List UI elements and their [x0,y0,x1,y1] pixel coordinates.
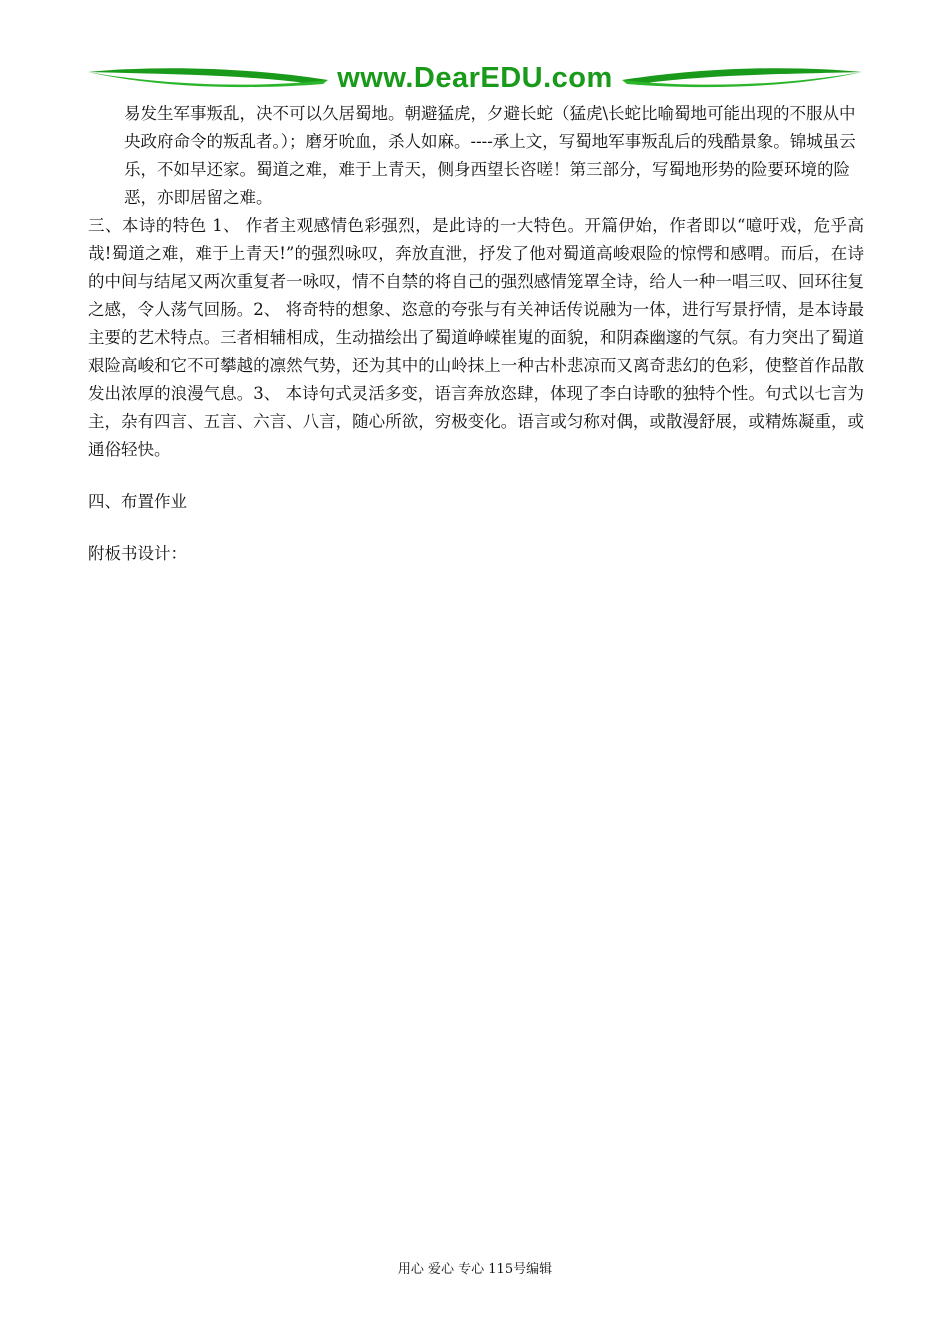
site-logo-text: www.DearEDU.com [337,62,613,94]
board-design-label: 附板书设计： [88,544,187,563]
page-footer: 用心 爱心 专心 115号编辑 [397,1262,553,1277]
page-header [88,58,862,98]
indented-paragraph [124,100,864,212]
paragraph-text: 易发生军事叛乱，决不可以久居蜀地。朝避猛虎，夕避长蛇（猛虎\长蛇比喻蜀地可能出现的不服从中央政府命令的叛乱者。）；磨牙吮血，杀人如麻。----承上文，写蜀地军事叛乱后的残酷景象。锦城虽云乐，不如早还家。蜀道之难，难于上青天，侧身西望长咨嗟！第三部分，写蜀地形势的险要环境的险恶，亦即居留之难。 [124,104,856,207]
section-4-homework: 四、布置作业 [88,492,187,511]
document-body [88,100,864,568]
section-3-features: 三、本诗的特色 1、 作者主观感情色彩强烈，是此诗的一大特色。开篇伊始，作者即以“噫吁戏，危乎高哉!蜀道之难，难于上青天!”的强烈咏叹，奔放直泄，抒发了他对蜀道高峻艰险的惊愕和感喟。而后，在诗的中间与结尾又两次重复者一咏叹，情不自禁的将自己的强烈感情笼罩全诗，给人一种一唱三叹、回环往复之感，令人荡气回肠。2、 将奇特的想象、恣意的夸张与有关神话传说融为一体，进行写景抒情，是本诗最主要的艺术特点。三者相辅相成，生动描绘出了蜀道峥嵘崔嵬的面貌，和阴森幽邃的气氛。有力突出了蜀道艰险高峻和它不可攀越的凛然气势，还为其中的山岭抹上一种古朴悲凉而又离奇悲幻的色彩，使整首作品散发出浓厚的浪漫气息。3、 本诗句式灵活多变，语言奔放恣肆，体现了李白诗歌的独特个性。句式以七言为主，杂有四言、五言、六言、八言，随心所欲，穷极变化。语言或匀称对偶，或散漫舒展，或精炼凝重，或通俗轻快。 [88,216,864,459]
